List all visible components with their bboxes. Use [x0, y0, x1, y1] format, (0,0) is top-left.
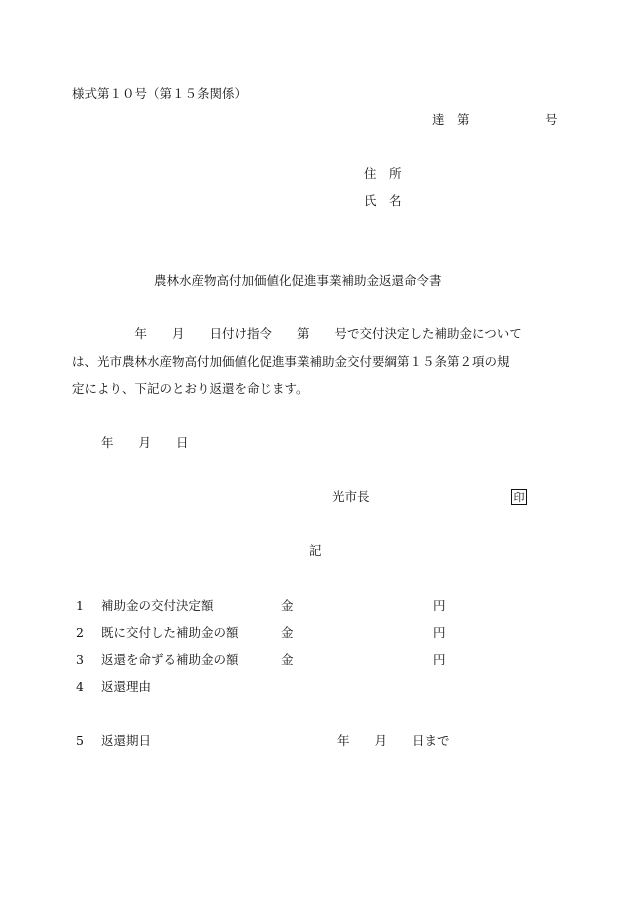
issuer-name: 光市長 [332, 489, 370, 504]
deadline-date: 年 月 日まで [337, 733, 450, 748]
item-kin: 金 [281, 652, 294, 667]
issue-date: 年 月 日 [101, 435, 189, 450]
item-label: 既に交付した補助金の額 [101, 625, 239, 640]
form-number: 様式第１０号（第１５条関係） [72, 86, 248, 101]
body-line-2: は、光市農林水産物高付加価値化促進事業補助金交付要綱第１５条第２項の規 [72, 354, 510, 369]
item-number: 2 [76, 625, 84, 640]
item-label: 返還を命ずる補助金の額 [101, 652, 239, 667]
item-yen: 円 [433, 652, 446, 667]
item-number: 3 [76, 652, 84, 667]
deadline-number: 5 [76, 733, 84, 748]
body-line-1: 年 月 日付け指令 第 号で交付決定した補助金について [72, 326, 522, 341]
item-yen: 円 [433, 625, 446, 640]
doc-number-prefix: 達 第 [432, 112, 470, 127]
seal-mark: 印 [511, 489, 527, 505]
name-label: 氏 名 [364, 193, 402, 208]
item-kin: 金 [281, 625, 294, 640]
body-line-3: 定により、下記のとおり返還を命じます。 [72, 381, 309, 396]
doc-number-suffix: 号 [545, 112, 558, 127]
item-kin: 金 [281, 598, 294, 613]
ki-heading: 記 [309, 543, 322, 558]
item-label: 補助金の交付決定額 [101, 598, 214, 613]
deadline-label: 返還期日 [101, 733, 152, 748]
item-number: 4 [76, 679, 84, 694]
document-title: 農林水産物高付加価値化促進事業補助金返還命令書 [154, 273, 442, 288]
item-label: 返還理由 [101, 679, 152, 694]
item-yen: 円 [433, 598, 446, 613]
item-number: 1 [76, 598, 84, 613]
address-label: 住 所 [364, 166, 402, 181]
